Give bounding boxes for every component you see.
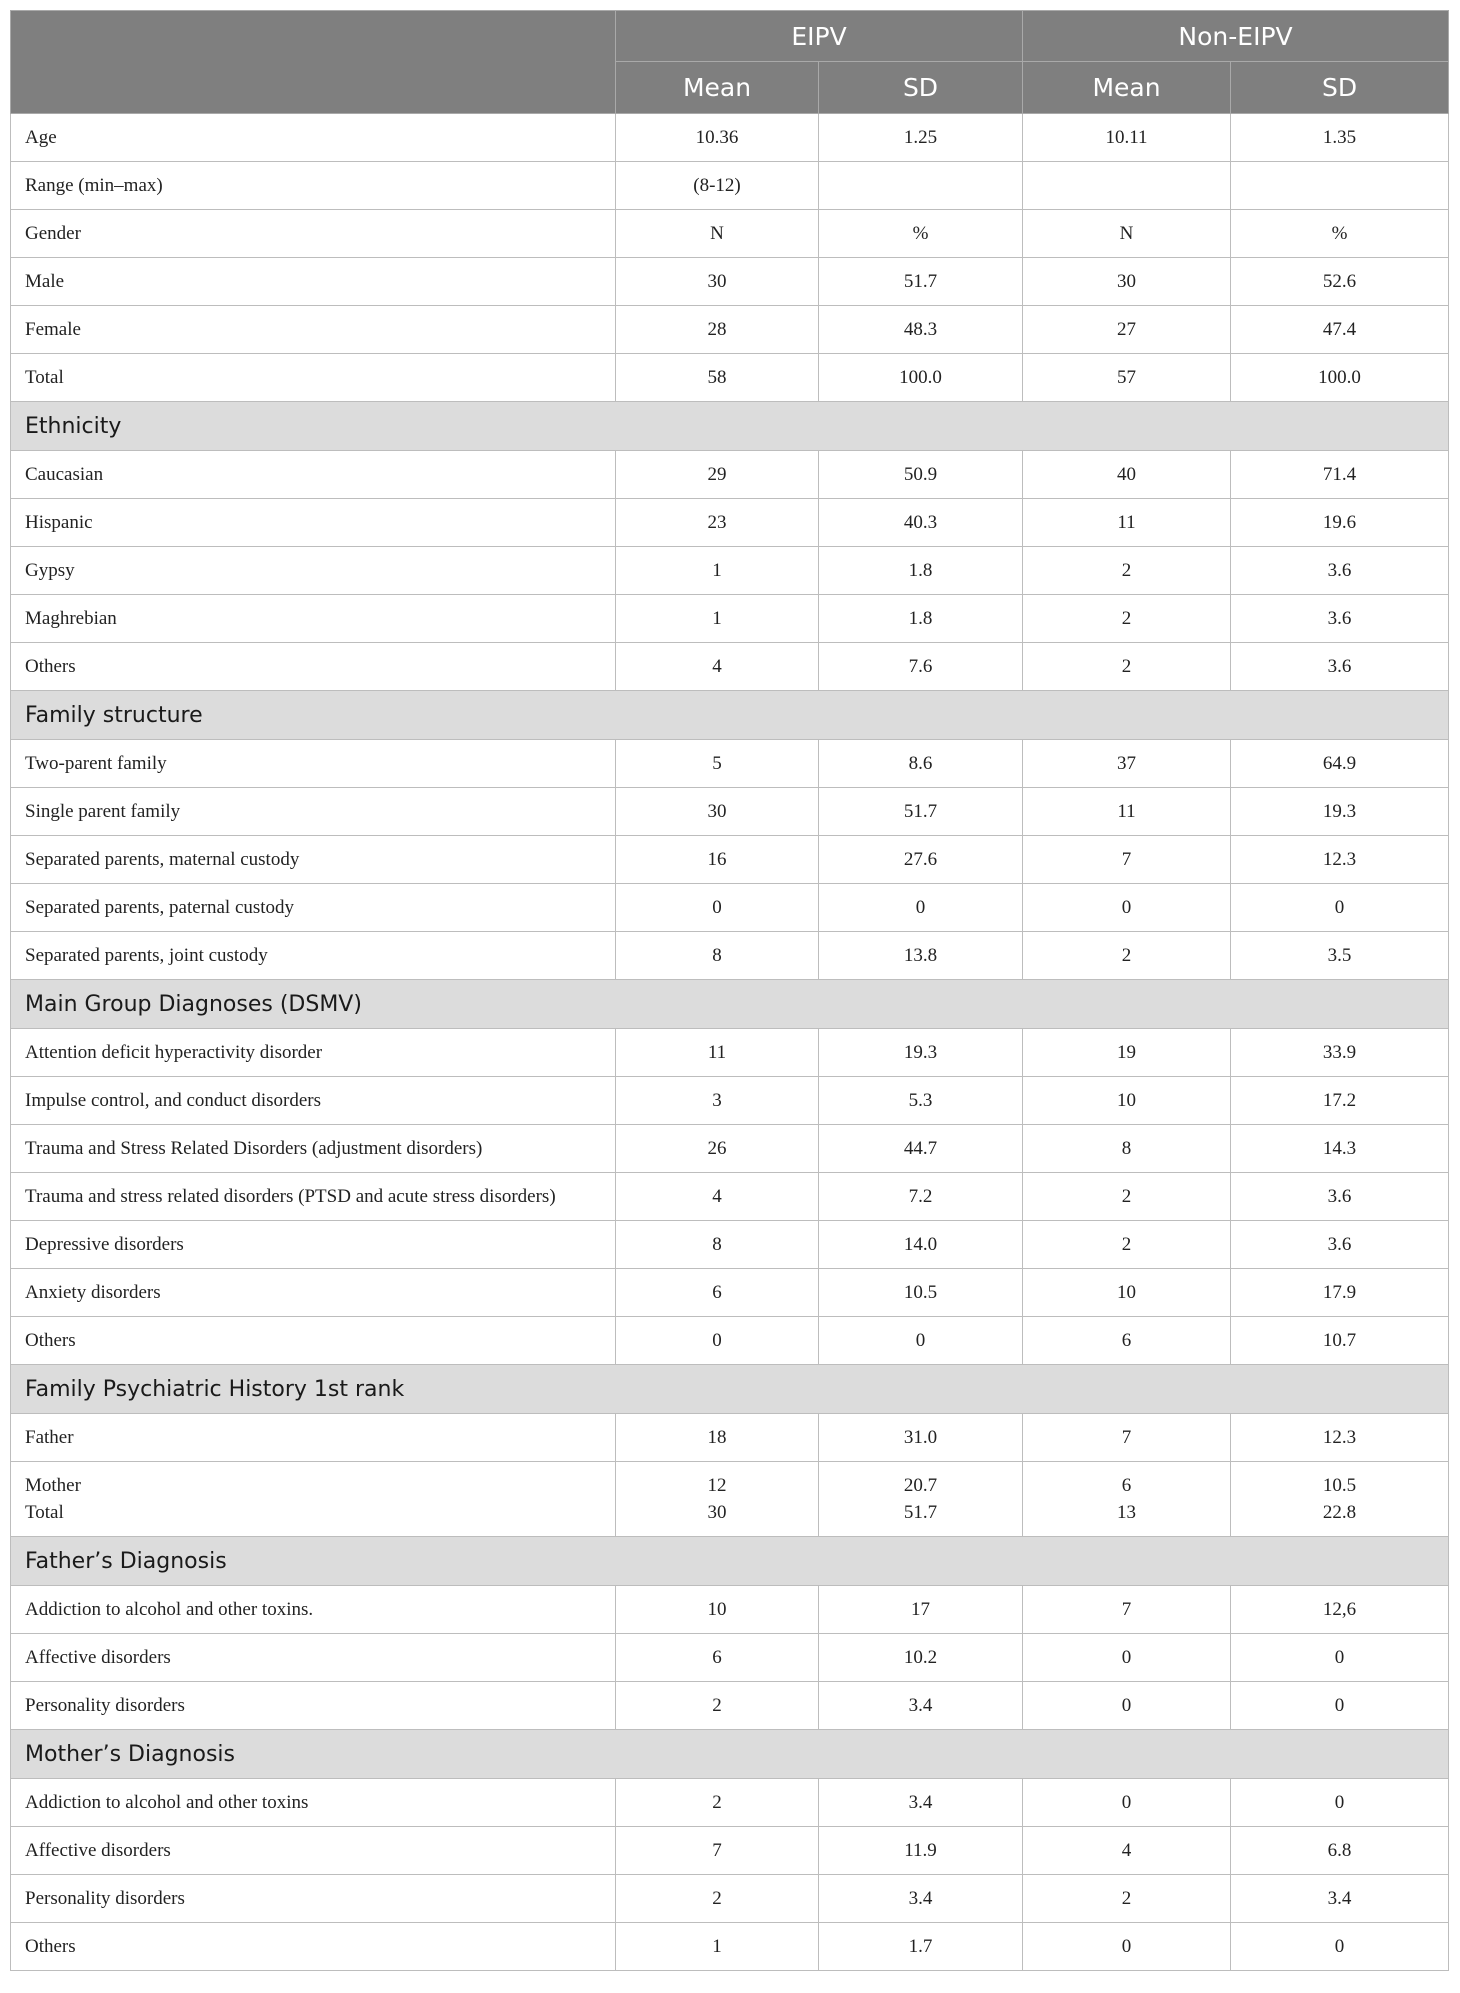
table-container bbox=[10, 10, 1448, 1971]
cell-value: 7.6 bbox=[819, 643, 1023, 691]
cell-value: 2 bbox=[1023, 1221, 1231, 1269]
cell-value: 10 bbox=[1023, 1269, 1231, 1317]
cell-value: 6 bbox=[616, 1634, 819, 1682]
cell-value: 48.3 bbox=[819, 306, 1023, 354]
cell-value: N bbox=[1023, 210, 1231, 258]
cell-value: 12.3 bbox=[1231, 836, 1449, 884]
row-label: Others bbox=[11, 1923, 616, 1971]
cell-value: (8-12) bbox=[616, 162, 819, 210]
row-label: Maghrebian bbox=[11, 595, 616, 643]
table-row bbox=[11, 1827, 1449, 1875]
table-row bbox=[11, 162, 1449, 210]
cell-value: 3.4 bbox=[819, 1875, 1023, 1923]
section-row bbox=[11, 980, 1449, 1029]
cell-value: 11 bbox=[1023, 499, 1231, 547]
row-label: Two-parent family bbox=[11, 740, 616, 788]
cell-value: 7 bbox=[1023, 1586, 1231, 1634]
cell-value: 2 bbox=[1023, 1875, 1231, 1923]
cell-value: 0 bbox=[819, 1317, 1023, 1365]
cell-value: 37 bbox=[1023, 740, 1231, 788]
table-row bbox=[11, 1317, 1449, 1365]
table-row bbox=[11, 1269, 1449, 1317]
row-label: Separated parents, joint custody bbox=[11, 932, 616, 980]
table-row bbox=[11, 306, 1449, 354]
row-label: Affective disorders bbox=[11, 1634, 616, 1682]
cell-value: 6.8 bbox=[1231, 1827, 1449, 1875]
cell-value: 8 bbox=[616, 932, 819, 980]
section-heading: Ethnicity bbox=[11, 402, 1449, 451]
cell-value: 2 bbox=[1023, 1173, 1231, 1221]
cell-value bbox=[616, 1462, 819, 1537]
cell-value: 0 bbox=[1231, 1634, 1449, 1682]
cell-value bbox=[1231, 1462, 1449, 1537]
table-row bbox=[11, 547, 1449, 595]
cell-value: 3.6 bbox=[1231, 595, 1449, 643]
cell-value: 10.2 bbox=[819, 1634, 1023, 1682]
cell-value: 3.4 bbox=[819, 1779, 1023, 1827]
header-sub-mean: Mean bbox=[1023, 62, 1231, 114]
row-label: Personality disorders bbox=[11, 1875, 616, 1923]
row-label: Impulse control, and conduct disorders bbox=[11, 1077, 616, 1125]
cell-value: 2 bbox=[616, 1779, 819, 1827]
section-row bbox=[11, 402, 1449, 451]
row-label: Personality disorders bbox=[11, 1682, 616, 1730]
cell-value: 33.9 bbox=[1231, 1029, 1449, 1077]
section-row bbox=[11, 1730, 1449, 1779]
row-label: Trauma and stress related disorders (PTSD and acute stress disorders) bbox=[11, 1173, 616, 1221]
cell-value: 0 bbox=[1231, 1779, 1449, 1827]
table-row bbox=[11, 836, 1449, 884]
table-row bbox=[11, 1173, 1449, 1221]
row-label bbox=[11, 1462, 616, 1537]
cell-value: 28 bbox=[616, 306, 819, 354]
cell-value: 3.6 bbox=[1231, 1173, 1449, 1221]
cell-value: 0 bbox=[819, 884, 1023, 932]
row-label: Age bbox=[11, 114, 616, 162]
cell-value: 1.8 bbox=[819, 547, 1023, 595]
table-row bbox=[11, 499, 1449, 547]
row-label: Addiction to alcohol and other toxins bbox=[11, 1779, 616, 1827]
cell-value: 52.6 bbox=[1231, 258, 1449, 306]
cell-value: 27.6 bbox=[819, 836, 1023, 884]
cell-value: 2 bbox=[1023, 595, 1231, 643]
cell-value: 1.7 bbox=[819, 1923, 1023, 1971]
cell-value: 14.3 bbox=[1231, 1125, 1449, 1173]
row-label: Others bbox=[11, 643, 616, 691]
cell-value-line: 20.7 bbox=[903, 1475, 938, 1496]
section-heading: Family Psychiatric History 1st rank bbox=[11, 1365, 1449, 1414]
cell-value: 17.2 bbox=[1231, 1077, 1449, 1125]
row-label: Gender bbox=[11, 210, 616, 258]
section-row bbox=[11, 1365, 1449, 1414]
cell-value: 14.0 bbox=[819, 1221, 1023, 1269]
cell-value bbox=[1231, 162, 1449, 210]
table-row bbox=[11, 1077, 1449, 1125]
cell-value: 11.9 bbox=[819, 1827, 1023, 1875]
cell-value: 57 bbox=[1023, 354, 1231, 402]
cell-value: 50.9 bbox=[819, 451, 1023, 499]
cell-value: 1 bbox=[616, 595, 819, 643]
row-label: Attention deficit hyperactivity disorder bbox=[11, 1029, 616, 1077]
cell-value bbox=[819, 162, 1023, 210]
cell-value-line: 51.7 bbox=[903, 1502, 938, 1523]
cell-value: 0 bbox=[1023, 1682, 1231, 1730]
cell-value: 2 bbox=[1023, 643, 1231, 691]
cell-value: 10.36 bbox=[616, 114, 819, 162]
cell-value bbox=[1023, 162, 1231, 210]
table-row bbox=[11, 1923, 1449, 1971]
cell-value: 1 bbox=[616, 547, 819, 595]
row-label: Affective disorders bbox=[11, 1827, 616, 1875]
table-row bbox=[11, 1682, 1449, 1730]
cell-value: 2 bbox=[616, 1875, 819, 1923]
cell-value: 19.3 bbox=[819, 1029, 1023, 1077]
cell-value: 30 bbox=[616, 258, 819, 306]
cell-value: 3.5 bbox=[1231, 932, 1449, 980]
cell-value: 3.4 bbox=[1231, 1875, 1449, 1923]
cell-value: 4 bbox=[616, 1173, 819, 1221]
cell-value: 0 bbox=[1023, 1923, 1231, 1971]
table-row bbox=[11, 210, 1449, 258]
cell-value: 19 bbox=[1023, 1029, 1231, 1077]
cell-value: 8.6 bbox=[819, 740, 1023, 788]
table-row bbox=[11, 1779, 1449, 1827]
row-label: Addiction to alcohol and other toxins. bbox=[11, 1586, 616, 1634]
cell-value-line: 10.5 bbox=[1322, 1475, 1357, 1496]
row-label: Total bbox=[11, 354, 616, 402]
cell-value: 40.3 bbox=[819, 499, 1023, 547]
cell-value bbox=[1023, 1462, 1231, 1537]
cell-value: 2 bbox=[1023, 547, 1231, 595]
cell-value: 5.3 bbox=[819, 1077, 1023, 1125]
table-row bbox=[11, 258, 1449, 306]
cell-value: 19.6 bbox=[1231, 499, 1449, 547]
row-label: Others bbox=[11, 1317, 616, 1365]
cell-value: 51.7 bbox=[819, 788, 1023, 836]
cell-value: 4 bbox=[616, 643, 819, 691]
section-row bbox=[11, 1537, 1449, 1586]
cell-value: 100.0 bbox=[819, 354, 1023, 402]
table-row bbox=[11, 595, 1449, 643]
cell-value: 40 bbox=[1023, 451, 1231, 499]
cell-value: 2 bbox=[616, 1682, 819, 1730]
header-sub-sd: SD bbox=[819, 62, 1023, 114]
cell-value: 1.8 bbox=[819, 595, 1023, 643]
data-table bbox=[10, 10, 1449, 1971]
row-label: Gypsy bbox=[11, 547, 616, 595]
cell-value-line: 12 bbox=[707, 1475, 727, 1496]
table-row bbox=[11, 354, 1449, 402]
cell-value: 26 bbox=[616, 1125, 819, 1173]
cell-value: 10.7 bbox=[1231, 1317, 1449, 1365]
row-label-line: Total bbox=[25, 1502, 64, 1523]
row-label: Father bbox=[11, 1414, 616, 1462]
section-row bbox=[11, 691, 1449, 740]
cell-value: 18 bbox=[616, 1414, 819, 1462]
cell-value: 6 bbox=[616, 1269, 819, 1317]
cell-value: 17 bbox=[819, 1586, 1023, 1634]
table-row bbox=[11, 1414, 1449, 1462]
cell-value: 13.8 bbox=[819, 932, 1023, 980]
table-row bbox=[11, 932, 1449, 980]
row-label: Female bbox=[11, 306, 616, 354]
cell-value: 71.4 bbox=[1231, 451, 1449, 499]
row-label: Male bbox=[11, 258, 616, 306]
cell-value: % bbox=[1231, 210, 1449, 258]
cell-value: 10 bbox=[616, 1586, 819, 1634]
cell-value: 0 bbox=[1231, 1923, 1449, 1971]
row-label-line: Mother bbox=[25, 1475, 81, 1496]
header-group-non-eipv: Non-EIPV bbox=[1023, 11, 1449, 62]
section-heading: Father’s Diagnosis bbox=[11, 1537, 1449, 1586]
cell-value: 7 bbox=[1023, 836, 1231, 884]
row-label: Depressive disorders bbox=[11, 1221, 616, 1269]
cell-value: N bbox=[616, 210, 819, 258]
cell-value: 29 bbox=[616, 451, 819, 499]
cell-value: 8 bbox=[1023, 1125, 1231, 1173]
header-blank-cell bbox=[11, 11, 616, 114]
header-sub-sd: SD bbox=[1231, 62, 1449, 114]
table-row bbox=[11, 884, 1449, 932]
table-body bbox=[11, 114, 1449, 1971]
cell-value: 2 bbox=[1023, 932, 1231, 980]
table-row bbox=[11, 1634, 1449, 1682]
cell-value: 0 bbox=[1231, 1682, 1449, 1730]
row-label: Separated parents, paternal custody bbox=[11, 884, 616, 932]
cell-value: 8 bbox=[616, 1221, 819, 1269]
cell-value: % bbox=[819, 210, 1023, 258]
header-sub-mean: Mean bbox=[616, 62, 819, 114]
cell-value: 7 bbox=[616, 1827, 819, 1875]
cell-value: 27 bbox=[1023, 306, 1231, 354]
cell-value-line: 13 bbox=[1117, 1502, 1137, 1523]
table-row bbox=[11, 114, 1449, 162]
cell-value: 12,6 bbox=[1231, 1586, 1449, 1634]
cell-value: 10.5 bbox=[819, 1269, 1023, 1317]
row-label: Trauma and Stress Related Disorders (adjustment disorders) bbox=[11, 1125, 616, 1173]
cell-value-line: 22.8 bbox=[1322, 1502, 1357, 1523]
table-row bbox=[11, 740, 1449, 788]
cell-value: 0 bbox=[616, 884, 819, 932]
cell-value: 0 bbox=[1023, 1634, 1231, 1682]
cell-value: 31.0 bbox=[819, 1414, 1023, 1462]
section-heading: Family structure bbox=[11, 691, 1449, 740]
section-heading: Mother’s Diagnosis bbox=[11, 1730, 1449, 1779]
cell-value: 0 bbox=[1231, 884, 1449, 932]
cell-value: 3.6 bbox=[1231, 1221, 1449, 1269]
row-label: Hispanic bbox=[11, 499, 616, 547]
cell-value: 3.6 bbox=[1231, 643, 1449, 691]
cell-value: 23 bbox=[616, 499, 819, 547]
cell-value bbox=[819, 1462, 1023, 1537]
row-label: Anxiety disorders bbox=[11, 1269, 616, 1317]
cell-value: 0 bbox=[1023, 884, 1231, 932]
cell-value: 47.4 bbox=[1231, 306, 1449, 354]
cell-value: 17.9 bbox=[1231, 1269, 1449, 1317]
table-row bbox=[11, 1221, 1449, 1269]
cell-value: 10.11 bbox=[1023, 114, 1231, 162]
cell-value: 16 bbox=[616, 836, 819, 884]
cell-value: 0 bbox=[1023, 1779, 1231, 1827]
cell-value: 0 bbox=[616, 1317, 819, 1365]
table-row bbox=[11, 1125, 1449, 1173]
table-header bbox=[11, 11, 1449, 114]
cell-value: 30 bbox=[616, 788, 819, 836]
cell-value: 10 bbox=[1023, 1077, 1231, 1125]
cell-value: 1.25 bbox=[819, 114, 1023, 162]
row-label: Range (min–max) bbox=[11, 162, 616, 210]
table-row bbox=[11, 643, 1449, 691]
cell-value: 6 bbox=[1023, 1317, 1231, 1365]
table-row bbox=[11, 1586, 1449, 1634]
cell-value: 51.7 bbox=[819, 258, 1023, 306]
cell-value: 30 bbox=[1023, 258, 1231, 306]
cell-value: 44.7 bbox=[819, 1125, 1023, 1173]
cell-value: 12.3 bbox=[1231, 1414, 1449, 1462]
cell-value: 1 bbox=[616, 1923, 819, 1971]
section-heading: Main Group Diagnoses (DSMV) bbox=[11, 980, 1449, 1029]
cell-value-line: 30 bbox=[707, 1502, 727, 1523]
cell-value: 3.4 bbox=[819, 1682, 1023, 1730]
table-row bbox=[11, 788, 1449, 836]
table-row bbox=[11, 1875, 1449, 1923]
row-label: Caucasian bbox=[11, 451, 616, 499]
cell-value: 3.6 bbox=[1231, 547, 1449, 595]
row-label: Separated parents, maternal custody bbox=[11, 836, 616, 884]
cell-value: 58 bbox=[616, 354, 819, 402]
cell-value: 64.9 bbox=[1231, 740, 1449, 788]
cell-value: 4 bbox=[1023, 1827, 1231, 1875]
row-label: Single parent family bbox=[11, 788, 616, 836]
cell-value: 11 bbox=[616, 1029, 819, 1077]
cell-value: 7.2 bbox=[819, 1173, 1023, 1221]
cell-value: 100.0 bbox=[1231, 354, 1449, 402]
cell-value: 7 bbox=[1023, 1414, 1231, 1462]
cell-value: 5 bbox=[616, 740, 819, 788]
table-row bbox=[11, 1462, 1449, 1537]
cell-value-line: 6 bbox=[1121, 1475, 1132, 1496]
cell-value: 1.35 bbox=[1231, 114, 1449, 162]
cell-value: 19.3 bbox=[1231, 788, 1449, 836]
cell-value: 3 bbox=[616, 1077, 819, 1125]
table-row bbox=[11, 451, 1449, 499]
cell-value: 11 bbox=[1023, 788, 1231, 836]
header-group-eipv: EIPV bbox=[616, 11, 1023, 62]
table-row bbox=[11, 1029, 1449, 1077]
